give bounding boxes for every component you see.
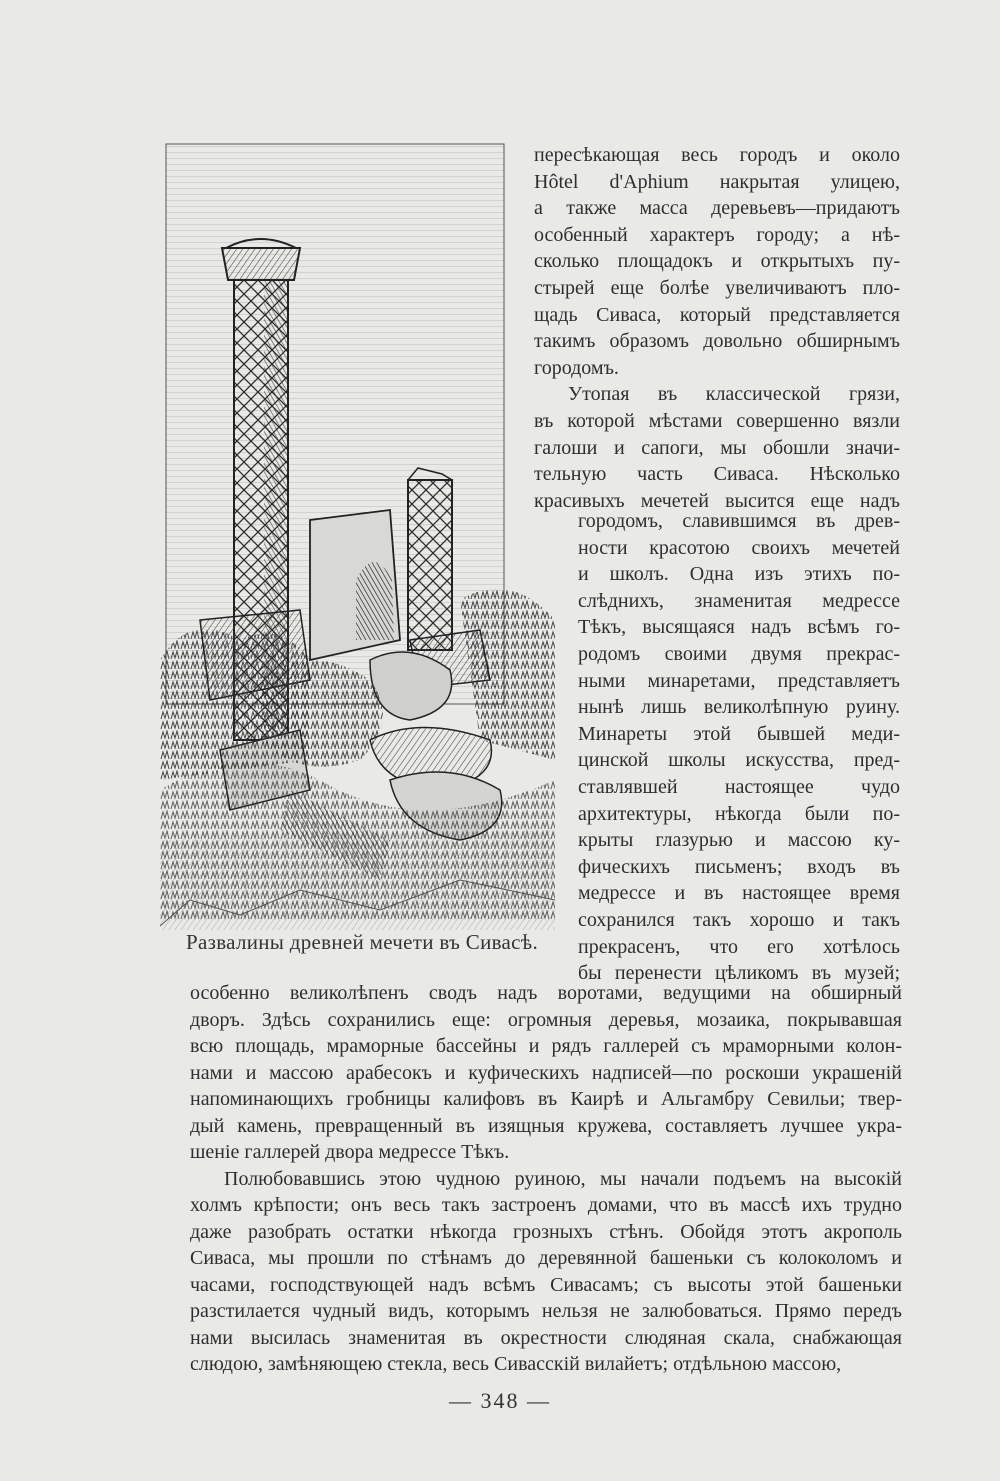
illustration-caption: Развалины древней мечети въ Сивасѣ. — [186, 930, 539, 954]
text-line: Тѣкъ, высящаяся надъ всѣмъ го- — [578, 616, 900, 639]
text-line: такимъ образомъ довольно обширнымъ — [534, 330, 900, 353]
text-line: часами, господствующей надъ всѣмъ Сивасамъ; съ высоты этой башеньки — [190, 1273, 902, 1296]
text-line: тельную часть Сиваса. Нѣсколько — [534, 463, 900, 486]
text-line: всю площадь, мраморные бассейны и рядъ галлерей съ мраморными колон- — [190, 1035, 902, 1057]
text-line: сохранился такъ хорошо и такъ — [578, 908, 900, 931]
text-line: слѣднихъ, знаменитая медрессе — [578, 589, 900, 612]
text-line: архитектуры, нѣкогда были по- — [578, 802, 900, 825]
text-line: пересѣкающая весь городъ и около — [534, 144, 900, 166]
text-line: слюдою, замѣняющею стекла, весь Сивасскій вилайетъ; отдѣльною массою, — [190, 1353, 842, 1375]
text-line: Сиваса, мы прошли по стѣнамъ до деревянной башеньки съ колоколомъ и — [190, 1247, 902, 1269]
text-line: прекрасенъ, что его хотѣлось — [578, 935, 900, 958]
text-line: городомъ, славившимся въ древ- — [578, 510, 900, 532]
text-line: сколько площадокъ и открытыхъ пу- — [534, 250, 900, 273]
text-line: ности красотою своихъ мечетей — [578, 536, 900, 559]
text-line: Hôtel d'Aphium накрытая улицею, — [534, 170, 900, 193]
text-line: щадь Сиваса, который представляется — [534, 303, 900, 326]
text-line: городомъ. — [534, 356, 619, 379]
ruins-engraving-image — [160, 140, 560, 930]
text-line: дворъ. Здѣсь сохранились еще: огромныя деревья, мозаика, покрывавшая — [190, 1008, 902, 1031]
text-line: бы перенести цѣликомъ въ музей; — [578, 962, 900, 985]
full-width-text — [190, 980, 902, 1378]
page-number: — 348 — — [449, 1388, 551, 1413]
ruins-illustration — [160, 140, 560, 930]
text-line: а также масса деревьевъ—придаютъ — [534, 197, 900, 220]
text-line: цинской школы искусства, пред- — [578, 749, 900, 772]
text-line: разстилается чудный видъ, которымъ нельзя не залюбоваться. Прямо передъ — [190, 1300, 902, 1322]
text-line: ставлявшей настоящее чудо — [578, 775, 900, 798]
right-column-middle — [578, 508, 900, 987]
text-line: и школъ. Одна изъ этихъ по- — [578, 563, 900, 586]
text-line: Утопая въ классической грязи, — [568, 383, 900, 406]
text-line: Полюбовавшись этою чудною руиною, мы начали подъемъ на высокій — [224, 1167, 902, 1190]
text-line: галоши и сапоги, мы обошли значи- — [534, 436, 900, 459]
text-line: дый камень, превращенный въ изящныя кружева, составляетъ лучшее укра- — [190, 1114, 902, 1137]
text-line: холмъ крѣпости; онъ весь такъ застроенъ домами, что въ массѣ ихъ трудно — [190, 1194, 902, 1216]
text-line: напоминающихъ гробницы калифовъ въ Каирѣ и Альгамбру Севильи; твер- — [190, 1088, 902, 1110]
text-line: нами и массою арабесокъ и куфическихъ надписей—по роскоши украшеній — [190, 1061, 902, 1084]
text-line: нами высилась знаменитая въ окрестности слюдяная скала, снабжающая — [190, 1326, 902, 1349]
text-line: красивыхъ мечетей высится еще надъ — [534, 489, 900, 512]
right-column-top — [534, 142, 900, 514]
text-line: ными минаретами, представляетъ — [578, 669, 900, 692]
text-line: медрессе и въ настоящее время — [578, 882, 900, 905]
text-line: Минареты этой бывшей меди- — [578, 722, 900, 745]
text-line: крыты глазурью и массою ку- — [578, 829, 900, 852]
text-line: особенный характеръ городу; а нѣ- — [534, 223, 900, 246]
text-line: въ которой мѣстами совершенно вязли — [534, 409, 900, 432]
text-line: родомъ своими двумя прекрас- — [578, 642, 900, 665]
text-line: нынѣ лишь великолѣпную руину. — [578, 696, 900, 719]
text-line: даже разобрать остатки нѣкогда грозныхъ стѣнъ. Обойдя этотъ акрополь — [190, 1220, 902, 1243]
text-line: шеніе галлерей двора медрессе Тѣкъ. — [190, 1141, 510, 1163]
text-line: фическихъ письменъ; входъ въ — [578, 855, 900, 878]
text-line: стырей еще болѣе увеличиваютъ пло- — [534, 276, 900, 299]
text-line: особенно великолѣпенъ сводъ надъ воротами, ведущими на обширный — [190, 982, 902, 1004]
